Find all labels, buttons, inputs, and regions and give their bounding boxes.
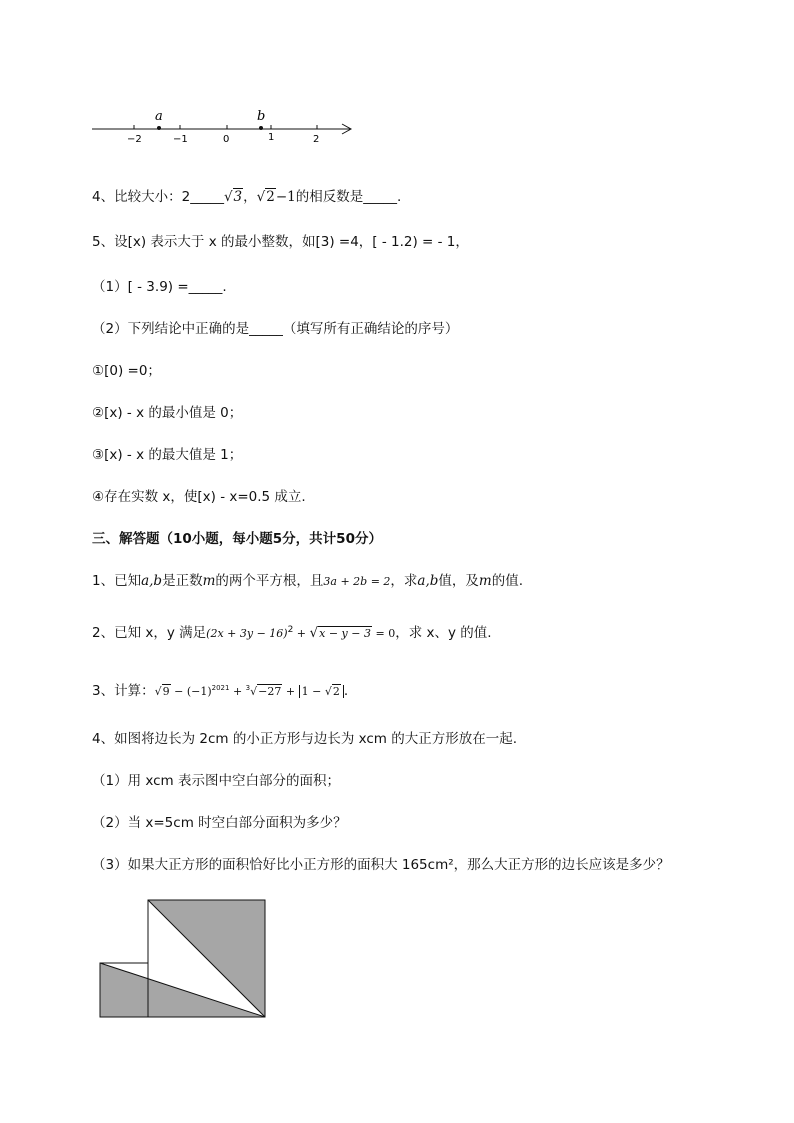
tick-label: −1 bbox=[173, 134, 188, 145]
question-5-part1: （1）[ - 3.9) =_____. bbox=[92, 279, 227, 295]
question-5-part2: （2）下列结论中正确的是_____（填写所有正确结论的序号） bbox=[92, 321, 459, 337]
squares-figure bbox=[0, 895, 794, 1025]
option-2: ②[x) - x 的最小值是 0； bbox=[92, 405, 243, 421]
absolute-value: 1 − √2 bbox=[299, 685, 344, 698]
problem-4-part2: （2）当 x=5cm 时空白部分面积为多少？ bbox=[92, 815, 347, 831]
problem-3: 3、计算：$√9 - (-1)^{2021} + ^3√-27 + 1 - √2$ . bbox=[92, 683, 349, 699]
tick-label: 2 bbox=[313, 134, 320, 145]
tick-label: 0 bbox=[223, 134, 230, 145]
section-heading: 三、解答题（10小题，每小题5分，共计50分） bbox=[92, 531, 382, 547]
option-3: ③[x) - x 的最大值是 1； bbox=[92, 447, 243, 463]
problem-1: 1、已知a,b是正数m的两个平方根，且3a + 2b = 2，求a,b值，及m的值. bbox=[92, 573, 523, 589]
point-a bbox=[157, 126, 161, 130]
question-5-intro: 5、设[x) 表示大于 x 的最小整数，如[3) =4，[ - 1.2) = - 1， bbox=[92, 234, 469, 250]
point-a-label: a bbox=[155, 109, 163, 124]
point-b bbox=[259, 126, 263, 130]
blank[interactable]: _____ bbox=[190, 189, 224, 205]
problem-4-part1: （1）用 xcm 表示图中空白部分的面积； bbox=[92, 773, 340, 789]
tick-label: −2 bbox=[127, 134, 142, 145]
blank[interactable]: _____ bbox=[363, 189, 397, 205]
option-1: ①[0) =0； bbox=[92, 363, 161, 379]
problem-4-intro: 4、如图将边长为 2cm 的小正方形与边长为 xcm 的大正方形放在一起. bbox=[92, 731, 518, 747]
point-b-label: b bbox=[257, 109, 266, 124]
number-line bbox=[0, 108, 794, 148]
tick-label: 1 bbox=[268, 132, 275, 143]
problem-2: 2、已知 x，y 满足$(2x + 3y - 16)^2 + √x - y - 3 = 0$，求 x、y 的值. bbox=[92, 625, 492, 641]
question-4: 4、比较大小：2_____√3，√2−1的相反数是_____. bbox=[92, 189, 402, 205]
option-4: ④存在实数 x，使[x) - x=0.5 成立. bbox=[92, 489, 306, 505]
problem-4-part3: （3）如果大正方形的面积恰好比小正方形的面积大 165cm²，那么大正方形的边长应该是多少？ bbox=[92, 857, 670, 873]
